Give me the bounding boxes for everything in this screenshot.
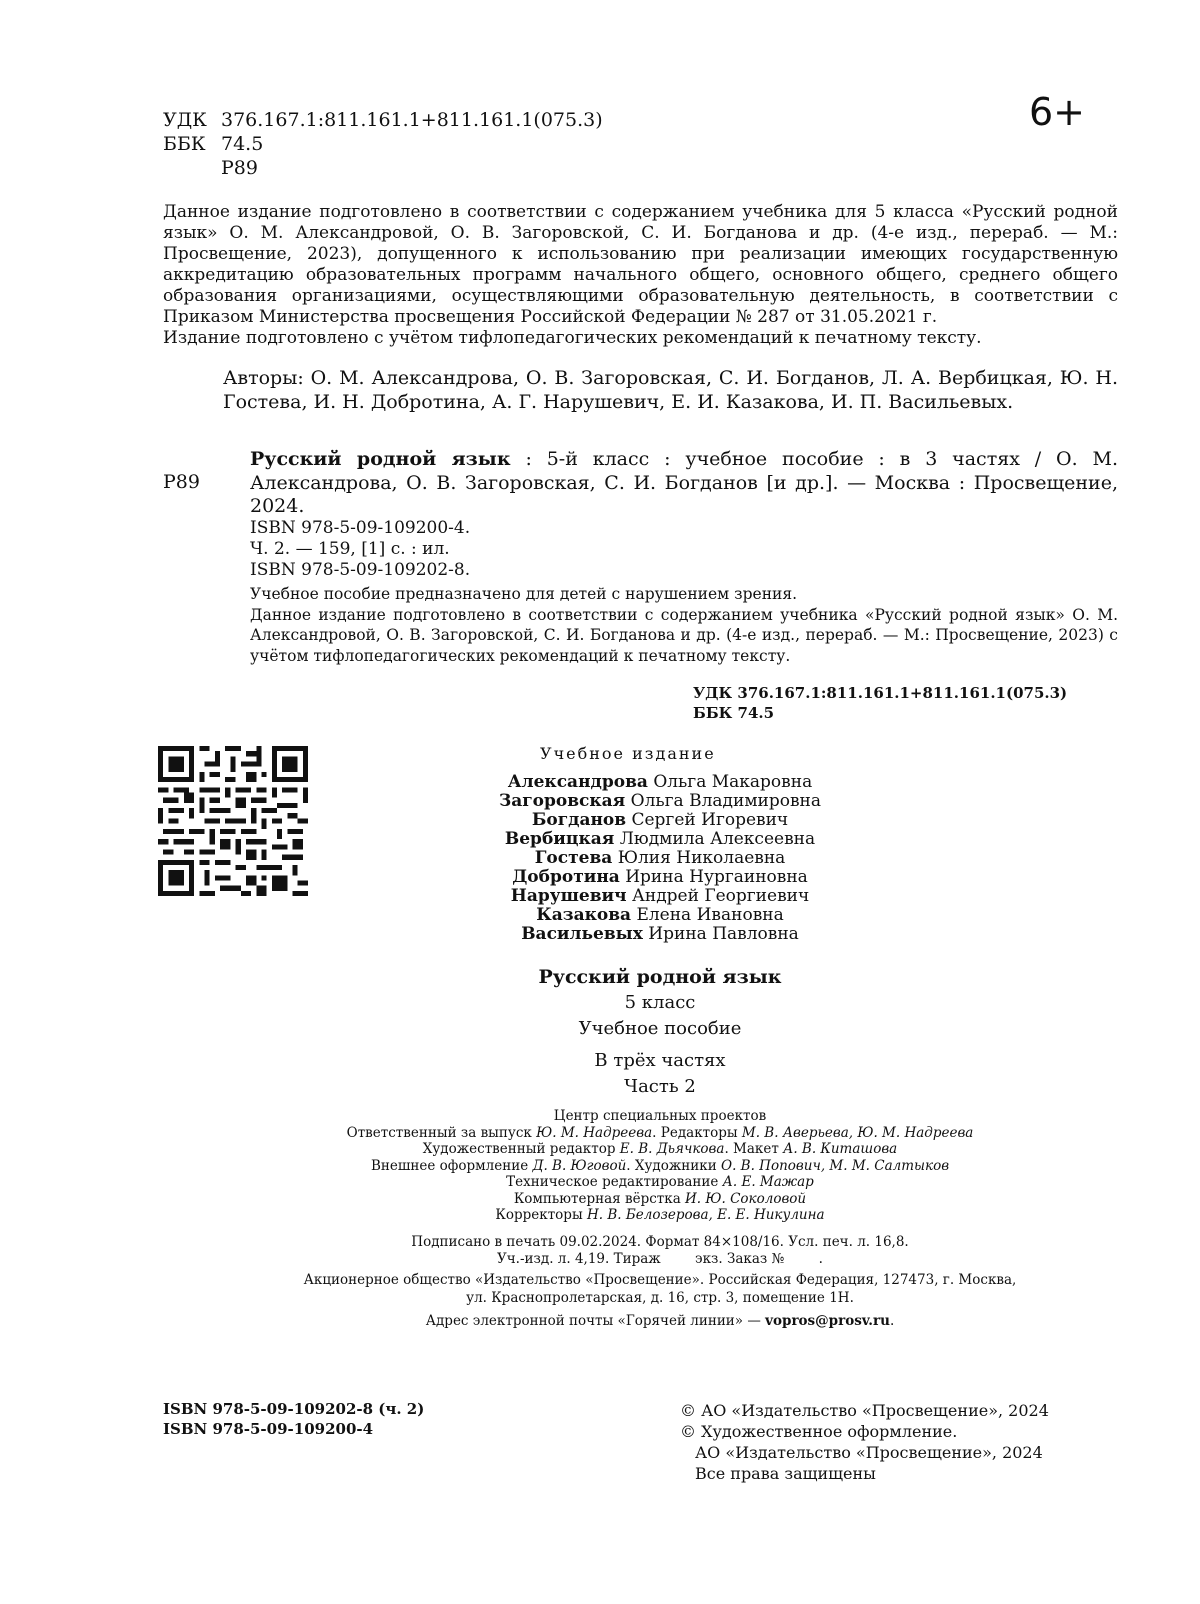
authors-list: Авторы: О. М. Александрова, О. В. Загоровская, С. И. Богданов, Л. А. Вербицкая, Ю. Н. Гостева, И. Н. Добротина, А. Г. Нарушевич, Е. И. Казакова, И. П. Васильевых. (223, 367, 1118, 413)
copyright-line-3: АО «Издательство «Просвещение», 2024 (695, 1443, 1043, 1462)
intro-paragraph-2: Издание подготовлено с учётом тифлопедагогических рекомендаций к печатному тексту. (163, 328, 982, 348)
credits-line: Техническое редактирование А. Е. Мажар (506, 1174, 814, 1190)
edition-type: Учебное издание (540, 744, 716, 763)
biblio-isbn-2: ISBN 978-5-09-109202-8. (250, 560, 471, 580)
book-grade: 5 класс (624, 992, 696, 1013)
credits-line: Художественный редактор Е. В. Дьячкова. Макет А. В. Киташова (422, 1141, 898, 1157)
author-sign: Р89 (221, 157, 258, 179)
author-name-row: Васильевых Ирина Павловна (521, 924, 799, 944)
biblio-record (250, 448, 1118, 519)
print-line-2: Уч.-изд. л. 4,19. Тираж экз. Заказ № . (497, 1251, 823, 1267)
biblio-note-2: Данное издание подготовлено в соответствии с содержанием учебника «Русский родной язык» О. М. Александровой, О. В. Загоровской, С. И. Богданова и др. (4-е изд., перераб. — М.: Просвещение, 2023) с учётом тифлопедагогических рекомендаций к печатному тексту. (250, 605, 1118, 665)
age-rating: 6+ (1028, 90, 1085, 134)
print-details (160, 1234, 1160, 1268)
author-name-row: Добротина Ирина Нургаиновна (512, 867, 808, 887)
biblio-title: Русский родной язык (250, 448, 511, 470)
credits-line: Ответственный за выпуск Ю. М. Надреева. Редакторы М. В. Аверьева, Ю. М. Надреева (346, 1124, 974, 1141)
biblio-isbn-1: ISBN 978-5-09-109200-4. (250, 518, 471, 538)
author-name-row: Загоровская Ольга Владимировна (498, 791, 822, 811)
book-part: Часть 2 (624, 1076, 696, 1097)
biblio-rest: : 5-й класс : учебное пособие : в 3 частях / О. М. Александрова, О. В. Загоровская, С. И. Богданов [и др.]. — Москва : Просвещение, 2024. (250, 448, 1118, 517)
print-line-1: Подписано в печать 09.02.2024. Формат 84×108/16. Усл. печ. л. 16,8. (411, 1234, 909, 1250)
biblio-part: Ч. 2. — 159, [1] с. : ил. (250, 539, 450, 559)
author-name-row: Александрова Ольга Макаровна (507, 772, 813, 792)
publisher-line-1: Акционерное общество «Издательство «Просвещение». Российская Федерация, 127473, г. Москва, (303, 1272, 1017, 1288)
author-name-row: Гостева Юлия Николаевна (534, 848, 786, 868)
credits-center: Центр специальных проектов (553, 1108, 767, 1124)
production-credits (160, 1108, 1160, 1224)
copyright-line-2: © Художественное оформление. (680, 1422, 958, 1441)
biblio-classification (693, 683, 1067, 723)
credits-line: Компьютерная вёрстка И. Ю. Соколовой (513, 1190, 807, 1207)
bbk-label: ББК (163, 133, 206, 155)
credits-line: Внешнее оформление Д. В. Юговой. Художники О. В. Попович, М. М. Салтыков (370, 1157, 950, 1174)
biblio-lines (250, 518, 1118, 581)
copyright-line-1: © АО «Издательство «Просвещение», 2024 (680, 1401, 1049, 1420)
author-name-row: Вербицкая Людмила Алексеевна (504, 829, 816, 849)
biblio-udk: УДК 376.167.1:811.161.1+811.161.1(075.3) (693, 684, 1068, 702)
book-kind: Учебное пособие (578, 1018, 742, 1039)
footer-isbn-2: ISBN 978-5-09-109200-4 (163, 1419, 374, 1438)
udk-value: 376.167.1:811.161.1+811.161.1(075.3) (221, 109, 603, 131)
hotline-email: Адрес электронной почты «Горячей линии» — vopros@prosv.ru. (425, 1313, 895, 1329)
intro-paragraph-1: Данное издание подготовлено в соответствии с содержанием учебника для 5 класса «Русский родной язык» О. М. Александровой, О. В. Загоровской, С. И. Богданова и др. (4-е изд., перераб. — М.: Просвещение, 2023), допущенного к использованию при реализации имеющих государственную аккредитацию образовательных программ начального общего, основного общего, среднего общего образования организациями, осуществляющими образовательную деятельность, в соответствии с Приказом Министерства просвещения Российской Федерации № 287 от 31.05.2021 г. (163, 202, 1118, 327)
email-address[interactable]: vopros@prosv.ru (765, 1313, 890, 1329)
credits-line: Корректоры Н. В. Белозерова, Е. Е. Никулина (495, 1207, 825, 1223)
publisher-address (160, 1271, 1160, 1307)
authors-names (380, 773, 940, 944)
header-classification (163, 108, 603, 180)
biblio-note-1: Учебное пособие предназначено для детей с нарушением зрения. (250, 585, 798, 603)
book-parts: В трёх частях (594, 1050, 726, 1071)
copyright-line-4: Все права защищены (695, 1464, 876, 1483)
publisher-line-2: ул. Краснопролетарская, д. 16, стр. 3, помещение 1Н. (466, 1290, 854, 1306)
book-title: Русский родной язык (538, 966, 782, 988)
bbk-value: 74.5 (221, 133, 264, 155)
book-title-block (380, 964, 940, 1100)
footer-isbn-1: ISBN 978-5-09-109202-8 (ч. 2) (163, 1400, 425, 1418)
author-name-row: Богданов Сергей Игоревич (531, 810, 789, 830)
author-name-row: Казакова Елена Ивановна (536, 905, 784, 925)
qr-code-icon (158, 746, 308, 896)
biblio-bbk: ББК 74.5 (693, 704, 775, 722)
intro-text (163, 202, 1118, 349)
author-name-row: Нарушевич Андрей Георгиевич (510, 886, 810, 906)
udk-label: УДК (163, 109, 207, 131)
biblio-notes (250, 584, 1118, 666)
biblio-side-sign: Р89 (163, 471, 200, 493)
footer-isbn (163, 1400, 424, 1439)
copyright-block (680, 1400, 1049, 1484)
